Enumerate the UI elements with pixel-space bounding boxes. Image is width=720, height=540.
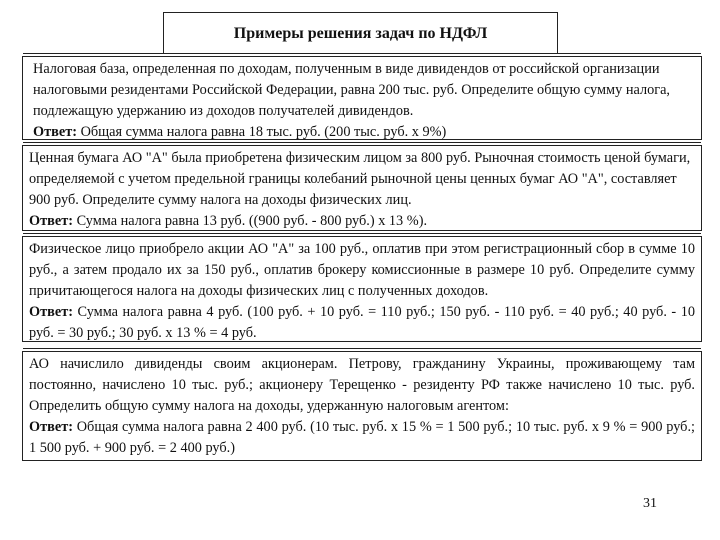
task-box-3 — [22, 236, 702, 342]
task-box-4 — [22, 351, 702, 461]
task-question: АО начислило дивиденды своим акционерам. Петрову, гражданину Украины, проживающему там постоянно, начислено 10 тыс. руб.; акционеру Терещенко - резиденту РФ также начислено 10 тыс. руб. Определить общую сумму налога на доходы, удержанную налоговым агентом: — [29, 356, 695, 414]
answer-text: Сумма налога равна 4 руб. (100 руб. + 10 руб. = 110 руб.; 150 руб. - 110 руб. = 40 руб.; 40 руб. - 10 руб. = 30 руб.; 30 руб. х 13 % = 4 руб. — [29, 304, 695, 341]
page-number: 31 — [643, 496, 657, 511]
page-title: Примеры решения задач по НДФЛ — [163, 12, 558, 55]
task-box-1 — [22, 56, 702, 140]
answer-label: Ответ: — [29, 213, 73, 229]
task-answer — [29, 211, 695, 232]
task-box-2 — [22, 145, 702, 231]
answer-text: Общая сумма налога равна 18 тыс. руб. (200 тыс. руб. х 9%) — [77, 124, 447, 140]
answer-label: Ответ: — [29, 304, 73, 320]
answer-text: Общая сумма налога равна 2 400 руб. (10 тыс. руб. х 15 % = 1 500 руб.; 10 тыс. руб. х 9 % = 900 руб.; 1 500 руб. + 900 руб. = 2 400 руб.) — [29, 419, 695, 456]
task-question: Ценная бумага АО "А" была приобретена физическим лицом за 800 руб. Рыночная стоимость ценой бумаги, определяемой с учетом предельной границы колебаний рыночной цены ценных бумаг АО "А", составляет 900 руб. Определите сумму налога на доходы физических лиц. — [29, 150, 691, 208]
answer-label: Ответ: — [29, 419, 73, 435]
answer-text: Сумма налога равна 13 руб. ((900 руб. - 800 руб.) х 13 %). — [73, 213, 428, 229]
task-answer — [33, 122, 695, 143]
task-answer — [29, 302, 695, 344]
answer-label: Ответ: — [33, 124, 77, 140]
task-answer — [29, 417, 695, 459]
task-question: Налоговая база, определенная по доходам, полученным в виде дивидендов от российской организации налоговыми резидентами Российской Федерации, равна 200 тыс. руб. Определите общую сумму налога, подлежащую удержанию из доходов получателей дивидендов. — [33, 61, 671, 119]
task-question: Физическое лицо приобрело акции АО "А" за 100 руб., оплатив при этом регистрационный сбор в сумме 10 руб., а затем продало их за 150 руб., оплатив брокеру комиссионные в размере 10 руб. Определите сумму причитающегося налога на доходы физических лиц с полученных доходов. — [29, 241, 695, 299]
